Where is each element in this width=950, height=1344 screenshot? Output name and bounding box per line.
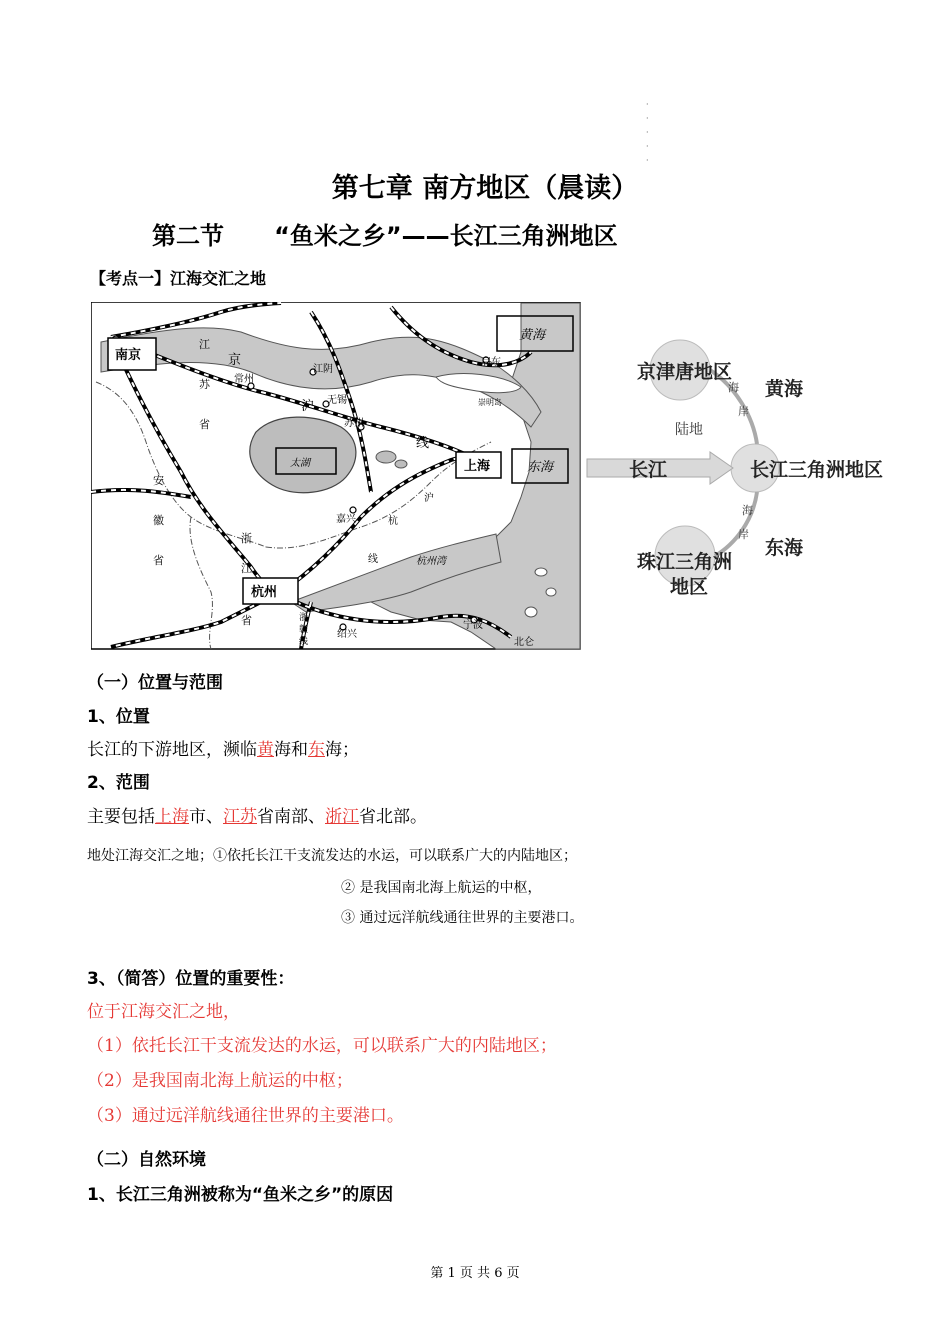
answer-intro: 位于江海交汇之地， [87,1002,240,1022]
note-line-3: ③ 通过远洋航线通往世界的主要港口。 [341,910,584,926]
diagram-zsj-2: 地区 [670,576,709,598]
section-location-heading: （一）位置与范围 [87,673,223,693]
map-rail-4: 沪 [424,493,434,504]
position-text: 长江的下游地区，濒临黄海和东海； [87,740,359,760]
map-rail-8: 赣 [299,625,309,635]
map-label-shaoxing: 绍兴 [337,629,357,640]
note-line-1: 地处江海交汇之地；①依托长江干支流发达的水运，可以联系广大的内陆地区； [87,848,577,864]
map-prov-anhui-3: 省 [153,554,164,567]
map-rail-1: 京 [228,353,242,368]
map-label-ningbo: 宁波 [463,620,483,631]
map-label-chongming: 崇明岛 [478,398,502,407]
map-label-hangzhou: 杭州 [251,585,278,600]
map-label-huanghai: 黄海 [519,328,546,343]
map-prov-anhui-2: 徽 [153,514,164,527]
map-rail-7: 浙 [299,613,309,623]
map-rail-6: 线 [368,554,378,565]
note-line-2: ② 是我国南北海上航运的中枢， [341,880,542,896]
map-label-suzhou: 苏州 [344,418,364,429]
location-diagram [585,316,915,601]
map-label-wuxi: 无锡 [327,395,347,406]
map-label-qidong: 启东 [481,357,501,368]
map-label-jiangyin: 江阴 [313,364,333,375]
diagram-coast-top-2: 岸 [738,405,749,418]
answer-1: （1）依托长江干支流发达的水运，可以联系广大的内陆地区； [87,1036,557,1056]
range-text: 主要包括上海市、江苏省南部、浙江省北部。 [87,807,427,827]
map-label-shanghai: 上海 [464,459,491,474]
map-prov-jiangsu-1: 江 [199,338,210,351]
diagram-coast-bottom-1: 海 [742,504,753,517]
map-prov-zhejiang-2: 江 [241,562,252,575]
kaodian-label: 【考点一】江海交汇之地 [90,269,267,288]
answer-2: （2）是我国南北海上航运的中枢； [87,1071,353,1091]
map-prov-jiangsu-3: 省 [199,418,210,431]
answer-3: （3）通过远洋航线通往世界的主要港口。 [87,1106,404,1126]
margin-dots: · · · · · [646,100,649,165]
map-label-beilun: 北仑 [514,637,534,648]
section-nature-heading: （二）自然环境 [87,1150,206,1170]
diagram-changjiang: 长江 [629,459,668,481]
range-heading: 2、范围 [87,773,150,793]
map-label-jiaxing: 嘉兴 [336,514,356,525]
map-label-donghai: 东海 [527,460,554,475]
map-label-nanjing: 南京 [115,348,142,363]
map-prov-anhui-1: 安 [153,474,164,487]
chapter-title: 第七章 南方地区（晨读） [331,173,639,204]
yangtze-delta-map [91,302,581,650]
diagram-jjt: 京津唐地区 [637,361,733,383]
diagram-zsj-1: 珠江三角洲 [637,551,733,573]
map-rail-3: 线 [416,436,430,451]
diagram-coast-top-1: 海 [728,381,739,394]
page-footer: 第 1 页 共 6 页 [430,1266,520,1281]
map-rail-9: 线 [299,637,309,647]
map-prov-zhejiang-1: 浙 [241,532,252,545]
diagram-ludi: 陆地 [675,422,703,438]
map-prov-jiangsu-2: 苏 [199,378,210,391]
map-rail-5: 杭 [388,516,398,527]
map-label-taihu: 太湖 [290,458,310,469]
map-rail-2: 沪 [301,399,315,414]
diagram-cj-delta: 长江三角洲地区 [750,459,884,481]
importance-heading: 3、（简答）位置的重要性： [87,969,295,989]
position-heading: 1、位置 [87,707,150,727]
map-label-hangzhouwan: 杭州湾 [416,556,446,567]
section-title: 第二节 “鱼米之乡”——长江三角洲地区 [152,222,618,250]
diagram-huanghai: 黄海 [765,378,804,400]
fish-rice-heading: 1、长江三角洲被称为“鱼米之乡”的原因 [87,1185,394,1205]
map-prov-zhejiang-3: 省 [241,614,252,627]
diagram-coast-bottom-2: 岸 [738,528,749,541]
map-label-changzhou: 常州 [234,374,254,385]
diagram-donghai: 东海 [765,537,804,559]
